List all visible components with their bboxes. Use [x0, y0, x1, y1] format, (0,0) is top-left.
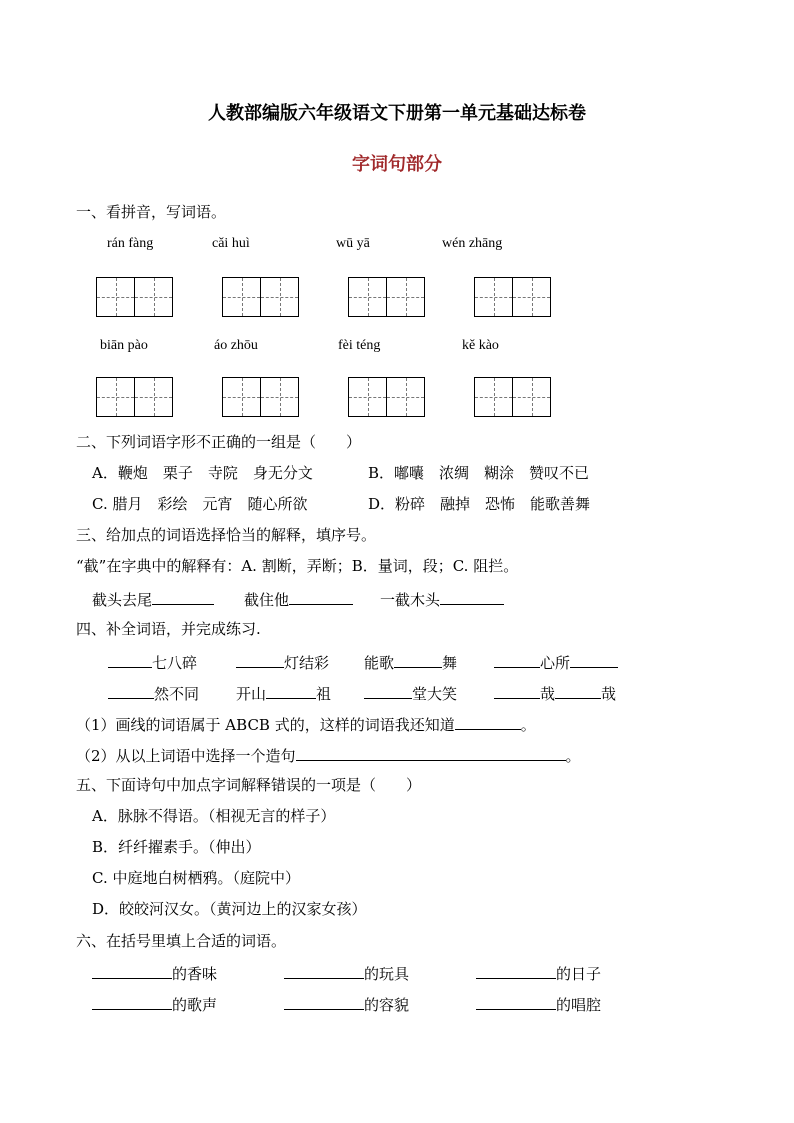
q4-idiom-2: 灯结彩: [236, 651, 329, 673]
q5-option-a: A．脉脉不得语。（相视无言的样子）: [92, 807, 336, 825]
q5-option-b: B．纤纤擢素手。（伸出）: [92, 838, 261, 856]
writing-grid[interactable]: [222, 277, 299, 317]
pinyin-7: fèi téng: [338, 338, 381, 353]
section-subtitle: 字词句部分: [352, 154, 442, 175]
answer-blank[interactable]: [494, 651, 540, 668]
q6-item-6: 的唱腔: [476, 993, 601, 1015]
answer-blank[interactable]: [92, 962, 172, 979]
q6-item-3: 的日子: [476, 962, 601, 984]
q6-item-1: 的香味: [92, 962, 217, 984]
q4-idiom-7: 堂大笑: [364, 682, 457, 704]
q4-idiom-3: 能歌 舞: [364, 651, 457, 673]
answer-blank[interactable]: [476, 962, 556, 979]
pinyin-4: wén zhāng: [442, 236, 503, 251]
answer-blank[interactable]: [364, 682, 412, 699]
answer-blank[interactable]: [455, 713, 521, 730]
q4-sub-2: （2）从以上词语中选择一个造句 。: [76, 744, 581, 766]
writing-grid[interactable]: [348, 377, 425, 417]
q4-idiom-1: 七八碎: [108, 651, 197, 673]
answer-blank[interactable]: [284, 962, 364, 979]
writing-grid[interactable]: [96, 277, 173, 317]
q4-heading: 四、补全词语，并完成练习.: [76, 620, 261, 638]
q3-item-1: 截头去尾: [92, 588, 214, 610]
q4-idiom-6: 开山 祖: [236, 682, 331, 704]
writing-grid[interactable]: [474, 277, 551, 317]
answer-blank[interactable]: [289, 588, 353, 605]
page-title: 人教部编版六年级语文下册第一单元基础达标卷: [208, 103, 586, 124]
pinyin-6: áo zhōu: [214, 338, 258, 353]
answer-blank[interactable]: [108, 651, 152, 668]
answer-blank[interactable]: [108, 682, 154, 699]
q6-item-5: 的容貌: [284, 993, 409, 1015]
answer-blank[interactable]: [92, 993, 172, 1010]
q6-item-4: 的歌声: [92, 993, 217, 1015]
q4-idiom-8: 哉 哉: [494, 682, 616, 704]
pinyin-5: biān pào: [100, 338, 148, 353]
q5-heading: 五、下面诗句中加点字词解释错误的一项是（ ）: [76, 776, 422, 794]
answer-blank[interactable]: [394, 651, 442, 668]
q6-heading: 六、在括号里填上合适的词语。: [76, 932, 287, 950]
q6-item-2: 的玩具: [284, 962, 409, 984]
q2-option-d: D．粉碎 融掉 恐怖 能歌善舞: [368, 495, 591, 513]
q2-option-a: A．鞭炮 栗子 寺院 身无分文: [92, 464, 313, 482]
answer-blank[interactable]: [494, 682, 540, 699]
q2-option-c: C. 腊月 彩绘 元宵 随心所欲: [92, 495, 308, 513]
writing-grid[interactable]: [222, 377, 299, 417]
q5-option-c: C. 中庭地白树栖鸦。（庭院中）: [92, 869, 300, 887]
q3-definition: “截”在字典中的解释有：A. 割断，弄断；B．量词，段；C. 阻拦。: [76, 557, 519, 575]
answer-blank[interactable]: [266, 682, 316, 699]
writing-grid[interactable]: [348, 277, 425, 317]
answer-blank[interactable]: [555, 682, 601, 699]
pinyin-2: cǎi huì: [212, 236, 250, 251]
answer-blank[interactable]: [440, 588, 504, 605]
answer-blank[interactable]: [236, 651, 284, 668]
answer-blank[interactable]: [570, 651, 618, 668]
writing-grid[interactable]: [474, 377, 551, 417]
pinyin-8: kě kào: [462, 338, 499, 353]
pinyin-3: wū yā: [336, 236, 370, 251]
q3-heading: 三、给加点的词语选择恰当的解释，填序号。: [76, 526, 377, 544]
q4-sub-1: （1）画线的词语属于 ABCB 式的，这样的词语我还知道 。: [76, 713, 536, 735]
q3-item-3: 一截木头: [380, 588, 504, 610]
answer-blank[interactable]: [152, 588, 214, 605]
q2-heading: 二、下列词语字形不正确的一组是（ ）: [76, 433, 362, 451]
q5-option-d: D．皎皎河汉女。（黄河边上的汉家女孩）: [92, 900, 367, 918]
q2-option-b: B．嘟囔 浓绸 糊涂 赞叹不已: [368, 464, 590, 482]
answer-blank[interactable]: [296, 744, 566, 761]
answer-blank[interactable]: [284, 993, 364, 1010]
q4-idiom-4: 心所: [494, 651, 618, 673]
q1-heading: 一、看拼音，写词语。: [76, 203, 227, 221]
writing-grid[interactable]: [96, 377, 173, 417]
q4-idiom-5: 然不同: [108, 682, 199, 704]
pinyin-1: rán fàng: [107, 236, 154, 251]
answer-blank[interactable]: [476, 993, 556, 1010]
q3-item-2: 截住他: [244, 588, 353, 610]
